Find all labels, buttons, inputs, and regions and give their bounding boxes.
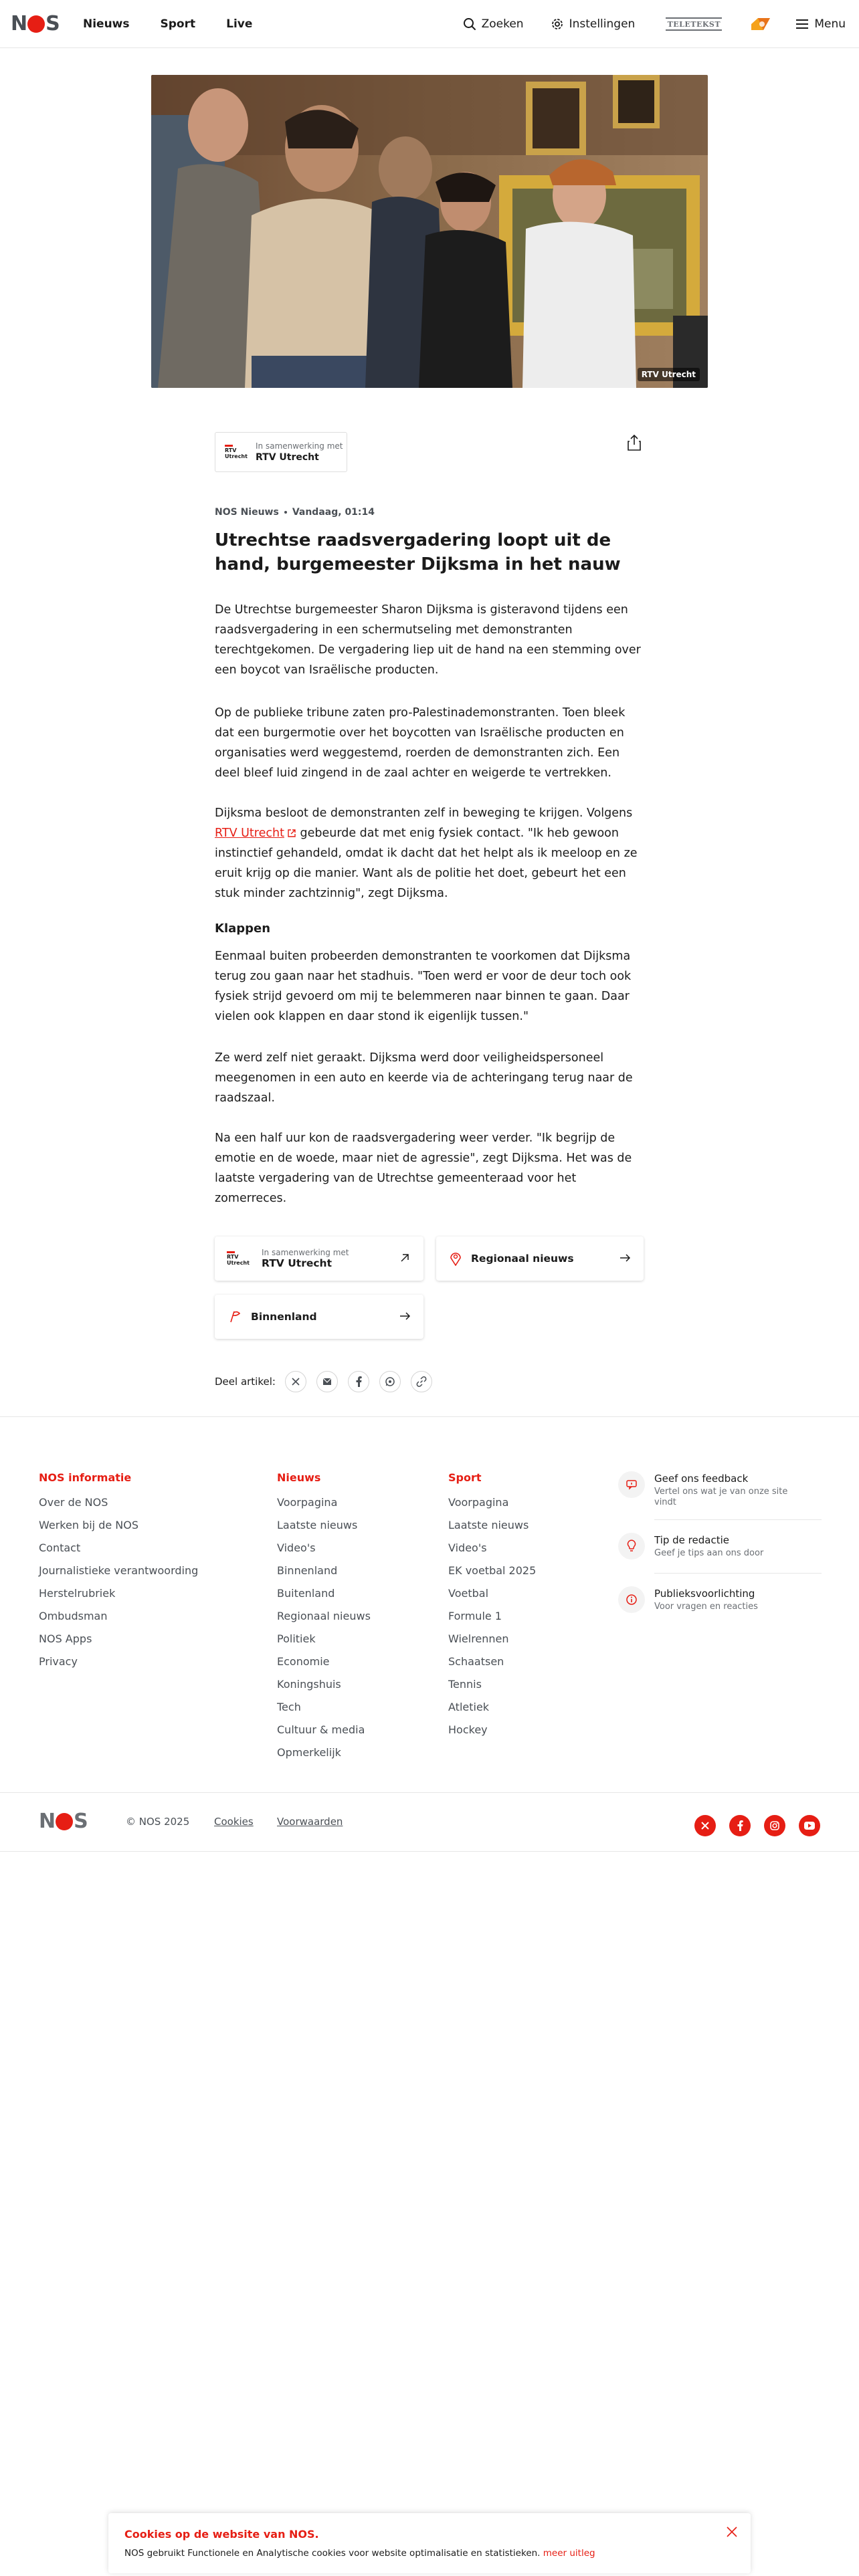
footer-link[interactable]: Werken bij de NOS [39,1519,139,1531]
article-paragraph-6: Na een half uur kon de raadsvergadering weer verder. "Ik begrijp de emotie en de woede, maar niet de agressie", zegt Dijksma. Het was de laatste vergadering van de Utrechtse gemeenteraad voor het zomerreces. [215,1132,632,1205]
footer-link[interactable]: Atletiek [448,1701,490,1713]
nav-nieuws[interactable]: Nieuws [83,17,130,31]
tip-title: Tip de redactie [654,1534,729,1546]
footer-link[interactable]: Laatste nieuws [448,1519,529,1531]
related-card-title: Binnenland [251,1311,317,1323]
share-facebook-button[interactable] [348,1371,369,1392]
rtv-utrecht-logo: RTV Utrecht [225,445,248,459]
footer-link[interactable]: Regionaal nieuws [277,1610,371,1622]
footer-link[interactable]: Contact [39,1541,81,1554]
footer-link[interactable]: Tech [277,1701,301,1713]
link-icon [416,1376,427,1387]
footer-link[interactable]: Politiek [277,1632,316,1645]
feedback-title: Geef ons feedback [654,1473,749,1485]
footer-bottom-bar [0,1792,859,1851]
p3-text-before: Dijksma besloot de demonstranten zelf in beweging te krijgen. Volgens [215,807,633,820]
tip-redactie-link[interactable] [618,1533,801,1560]
publieks-title: Publieksvoorlichting [654,1588,755,1600]
hamburger-icon [795,19,809,29]
nav-sport[interactable]: Sport [160,17,196,31]
cookie-more-link[interactable]: meer uitleg [543,2548,595,2559]
cookies-link[interactable]: Cookies [214,1816,254,1828]
search-icon [463,17,476,31]
menu-label: Menu [814,17,846,31]
footer-link[interactable]: Wielrennen [448,1632,509,1645]
x-icon [700,1821,710,1830]
lightbulb-icon [618,1533,645,1560]
photo-credit: RTV Utrecht [638,368,700,381]
rtv-utrecht-card-logo: RTV Utrecht [227,1251,250,1266]
nos-footer-logo[interactable]: N S [39,1810,88,1833]
rtv-utrecht-link[interactable]: RTV Utrecht [215,827,284,840]
article-paragraph-3 [215,803,647,903]
footer-link[interactable]: Hockey [448,1723,488,1736]
publieksvoorlichting-link[interactable] [618,1586,801,1613]
share-copy-link-button[interactable] [411,1371,432,1392]
partner-box[interactable] [215,432,347,472]
arrow-right-icon [398,1309,411,1323]
external-link-icon [287,829,296,838]
feedback-divider [654,1573,822,1574]
location-pin-icon [450,1251,462,1266]
instagram-icon [769,1820,780,1831]
feedback-divider [654,1519,822,1520]
footer-col-nieuws [277,1471,371,1764]
info-icon [618,1586,645,1613]
footer-link[interactable]: Video's [277,1541,316,1554]
footer-link[interactable]: Tennis [448,1678,482,1691]
footer-link[interactable]: Voorpagina [448,1496,509,1509]
related-card-binnenland[interactable] [215,1295,423,1339]
article-paragraph-4: Eenmaal buiten probeerden demonstranten te voorkomen dat Dijksma terug zou gaan naar het stadhuis. "Toen werd er voor de deur toch ook fysiek strijd gevoerd om mij te belemmeren naar binnen te gaan. Daar vielen ook klappen en daar stond ik eigenlijk tussen." [215,950,632,1023]
x-icon [291,1377,300,1386]
footer-heading: Nieuws [277,1471,321,1484]
article-timestamp: Vandaag, 01:14 [292,507,375,518]
article-subhead: Klappen [215,922,271,936]
nos-logo[interactable]: N S [11,12,60,35]
footer-link[interactable]: Voorpagina [277,1496,338,1509]
chat-icon [618,1471,645,1498]
share-x-button[interactable] [285,1371,306,1392]
flag-icon [228,1310,242,1323]
footer-link[interactable]: Koningshuis [277,1678,341,1691]
cookie-description: NOS gebruikt Functionele en Analytische cookies voor website optimalisatie en statistieken. [124,2548,541,2559]
cookie-close-button[interactable] [723,2523,741,2541]
meta-separator [284,511,287,514]
article-source: NOS Nieuws [215,507,279,518]
search-label: Zoeken [481,17,524,31]
article-paragraph-2: Op de publieke tribune zaten pro-Palestinademonstranten. Toen bleek dat een burgermotie over het boycotten van Israëlische producten en organisaties werd weggestemd, roerden de demonstranten zich. Een deel bleef luid zingend in de zaal achter en weigerde te vertrekken. [215,706,626,780]
main-nav [83,0,252,48]
share-label: Deel artikel: [215,1376,276,1388]
footer-link[interactable]: EK voetbal 2025 [448,1564,537,1577]
tip-subtitle: Geef je tips aan ons door [654,1548,764,1558]
footer-link[interactable]: Opmerkelijk [277,1746,341,1759]
footer-heading: NOS informatie [39,1471,132,1484]
footer-col-nos-info [39,1471,198,1673]
share-row [215,1370,442,1394]
partner-label: In samenwerking met [256,441,343,451]
settings-label: Instellingen [569,17,636,31]
share-email-button[interactable] [316,1371,338,1392]
whatsapp-icon [385,1376,395,1387]
copyright: © NOS 2025 [126,1816,190,1828]
footer-link[interactable]: Buitenland [277,1587,335,1600]
partner-name: RTV Utrecht [256,452,319,463]
footer-link[interactable]: Herstelrubriek [39,1587,116,1600]
arrow-up-right-icon [398,1251,411,1265]
footer-link[interactable]: Journalistieke verantwoording [39,1564,199,1577]
footer-link[interactable]: Cultuur & media [277,1723,365,1736]
footer-link[interactable]: Laatste nieuws [277,1519,358,1531]
publieks-subtitle: Voor vragen en reacties [654,1602,758,1612]
p3-text-after: gebeurde dat met enig fysiek contact. "Ik heb gewoon instinctief gehandeld, omdat ik dacht dat het helpt als ik meeloop en ze eruit krijg op die manier. Want als de politie het doet, gebeurt het een stuk minder zachtzinnig", zegt Dijksma. [215,827,638,900]
article-paragraph-1: De Utrechtse burgemeester Sharon Dijksma is gisteravond tijdens een raadsvergadering in een schermutseling met demonstranten terechtgekomen. De vergadering liep uit de hand na een stemming over een boycot van Israëlische producten. [215,603,641,677]
footer-link[interactable]: Ombudsman [39,1610,108,1622]
close-icon [726,2526,738,2538]
footer-heading: Sport [448,1471,482,1484]
social-facebook-button[interactable] [729,1815,751,1836]
related-card-rtv-utrecht[interactable] [215,1237,423,1281]
footer-link[interactable]: Over de NOS [39,1496,108,1509]
gear-icon [551,17,564,31]
footer-col-sport [448,1471,536,1741]
footer-end-divider [0,1851,859,1852]
footer-link[interactable]: Video's [448,1541,487,1554]
cookie-title: Cookies op de website van NOS. [124,2528,319,2541]
article-meta [215,507,375,518]
social-instagram-button[interactable] [764,1815,785,1836]
social-youtube-button[interactable] [799,1815,820,1836]
feedback-link[interactable] [618,1471,801,1508]
arrow-right-icon [618,1251,632,1265]
voorwaarden-link[interactable]: Voorwaarden [277,1816,343,1828]
header-actions [463,0,846,48]
footer-link[interactable]: Binnenland [277,1564,338,1577]
settings-button[interactable] [551,17,636,31]
cookie-banner [108,2513,751,2573]
npo-logo[interactable] [749,17,773,31]
footer-divider [0,1416,859,1417]
cookie-text [124,2548,595,2559]
footer-link[interactable]: Privacy [39,1655,78,1668]
related-card-title: Regionaal nieuws [471,1253,574,1265]
email-icon [322,1378,332,1386]
footer-link[interactable]: Formule 1 [448,1610,502,1622]
footer-link[interactable]: NOS Apps [39,1632,92,1645]
footer-link[interactable]: Schaatsen [448,1655,504,1668]
footer-link[interactable]: Economie [277,1655,330,1668]
menu-button[interactable] [795,17,846,31]
related-card-title: RTV Utrecht [262,1257,332,1269]
share-whatsapp-button[interactable] [379,1371,401,1392]
nav-live[interactable]: Live [226,17,253,31]
hero-image [151,75,708,388]
site-header [0,0,859,48]
share-icon[interactable] [625,433,644,452]
feedback-subtitle: Vertel ons wat je van onze site vindt [654,1487,788,1507]
footer-link[interactable]: Voetbal [448,1587,489,1600]
related-card-regionaal[interactable] [436,1237,644,1281]
search-button[interactable] [463,17,524,31]
article-paragraph-5: Ze werd zelf niet geraakt. Dijksma werd door veiligheidspersoneel meegenomen in een auto en keerde via de achteringang terug naar de raadszaal. [215,1051,633,1105]
youtube-icon [803,1821,816,1830]
teletekst-logo[interactable]: TELETEKST [666,17,722,31]
related-card-label: In samenwerking met [262,1248,349,1257]
facebook-icon [737,1820,743,1831]
social-x-button[interactable] [694,1815,716,1836]
article-title: Utrechtse raadsvergadering loopt uit de hand, burgemeester Dijksma in het nauw [215,530,621,574]
facebook-icon [355,1376,362,1387]
